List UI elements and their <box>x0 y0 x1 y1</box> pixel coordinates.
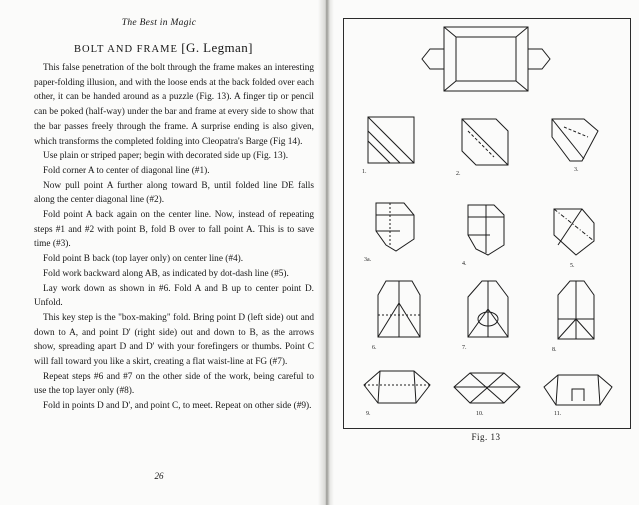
step-label-11: 11. <box>554 411 562 417</box>
right-page <box>334 0 639 505</box>
paragraph-intro: This false penetration of the bolt through the frame makes an interesting paper-folding illusion, and with the loose ends at the back folded over each other, it can be handed around as a puzzle (Fig. 13). A finger tip or pencil can be poked (half-way) under the bar and frame at every side to show that the bar passes freely through the frame. A surprise ending is also given, which transforms the completed folding into Cleopatra's Barge (Fig 14). <box>34 63 314 147</box>
page-number: 26 <box>154 471 164 481</box>
paragraph-step-1: Fold corner A to center of diagonal line (#1). <box>43 165 210 176</box>
figure-plate <box>343 18 631 429</box>
diagram-step-3 <box>552 119 598 173</box>
section-heading <box>74 40 253 56</box>
diagram-step-2 <box>456 119 508 177</box>
step-label-8: 8. <box>552 347 557 353</box>
step-label-3: 3. <box>574 167 579 173</box>
diagram-completed-frame <box>422 27 550 91</box>
book-gutter <box>318 0 334 505</box>
section-author: [G. Legman] <box>181 40 253 55</box>
paragraph-step-2: Now pull point A further along toward B, until folded line DE falls along the center diagonal line (#2). <box>34 180 314 206</box>
diagram-step-9 <box>364 371 430 417</box>
step-label-10: 10. <box>476 411 484 417</box>
step-label-4: 4. <box>462 261 467 267</box>
body-text <box>34 61 314 414</box>
step-label-2: 2. <box>456 171 461 177</box>
step-label-3a: 3a. <box>364 257 372 263</box>
step-label-9: 9. <box>366 411 371 417</box>
running-head: The Best in Magic <box>121 18 197 28</box>
paragraph-step-3: Fold point A back again on the center line. Now, instead of repeating steps #1 and #2 with point B, fold B over to fall point A. This is to save time (#3). <box>34 210 314 250</box>
diagram-step-3a <box>364 203 414 263</box>
section-title: BOLT AND FRAME <box>74 44 178 55</box>
paragraph-step-8: Repeat steps #6 and #7 on the other side of the work, being careful to use the top layer only (#8). <box>34 371 314 397</box>
diagram-step-6 <box>372 281 420 351</box>
diagram-step-1 <box>362 117 414 175</box>
step-label-6: 6. <box>372 345 377 351</box>
paragraph-step-6: Lay work down as shown in #6. Fold A and B up to center point D. Unfold. <box>34 283 314 309</box>
figure-caption: Fig. 13 <box>471 432 501 442</box>
paragraph-step-4: Fold point B back (top layer only) on center line (#4). <box>43 254 244 265</box>
left-page <box>0 0 318 505</box>
diagram-step-8 <box>552 281 594 353</box>
paragraph-step-9: Fold in points D and D', and point C, to meet. Repeat on other side (#9). <box>43 401 312 412</box>
diagram-step-11 <box>544 375 612 417</box>
paragraph-step-5: Fold work backward along AB, as indicated by dot-dash line (#5). <box>43 268 289 279</box>
step-label-7: 7. <box>462 345 467 351</box>
diagram-step-7 <box>462 281 508 351</box>
step-label-5: 5. <box>570 263 575 269</box>
paragraph-step-7: This key step is the "box-making" fold. Bring point D (left side) out and down to A, and point D' (right side) out and down to B, as the arrows show, spreading apart D and D' with your forefingers or thumbs. Point C will fall toward you like a skirt, creating a flat waist-line at FG (#7). <box>34 312 314 368</box>
step-label-1: 1. <box>362 169 367 175</box>
paragraph-paper: Use plain or striped paper; begin with decorated side up (Fig. 13). <box>43 151 289 162</box>
diagram-step-10 <box>454 373 520 417</box>
folding-diagrams <box>344 19 630 428</box>
diagram-step-4 <box>462 205 504 267</box>
diagram-step-5 <box>554 209 594 269</box>
